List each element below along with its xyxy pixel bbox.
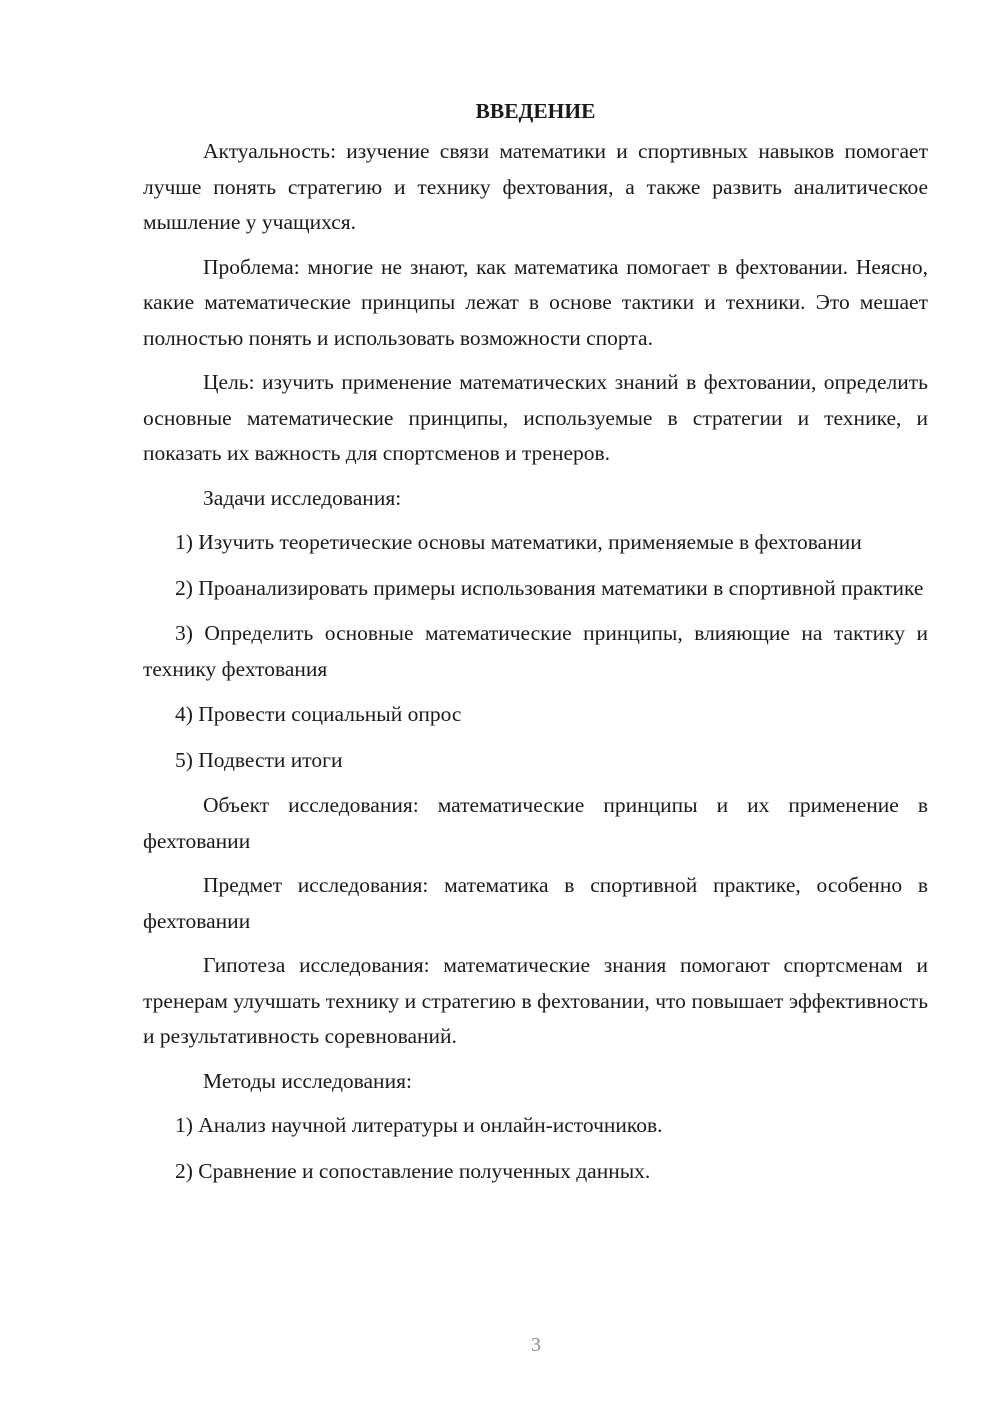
task-item-5: 5) Подвести итоги xyxy=(175,747,343,772)
task-item-3: 3) Определить основные математические принципы, влияющие на тактику и технику фехтования xyxy=(143,621,928,681)
relevance-paragraph: Актуальность: изучение связи математики и спортивных навыков помогает лучше понять стратегию и технику фехтования, а также развить аналитическое мышление у учащихся. xyxy=(143,139,928,234)
methods-heading: Методы исследования: xyxy=(203,1068,412,1093)
page-title: ВВЕДЕНИЕ xyxy=(475,99,596,123)
subject-paragraph: Предмет исследования: математика в спортивной практике, особенно в фехтовании xyxy=(143,873,928,933)
hypothesis-paragraph: Гипотеза исследования: математические знания помогают спортсменам и тренерам улучшать технику и стратегию в фехтовании, что повышает эффективность и результативность соревнований. xyxy=(143,953,928,1048)
page-number: 3 xyxy=(531,1334,541,1356)
method-item-1: 1) Анализ научной литературы и онлайн-источников. xyxy=(175,1113,663,1137)
task-item-1: 1) Изучить теоретические основы математики, применяемые в фехтовании xyxy=(175,530,862,554)
task-item-4: 4) Провести социальный опрос xyxy=(175,702,462,726)
task-item-2: 2) Проанализировать примеры использования математики в спортивной практике xyxy=(175,575,924,600)
page-content xyxy=(143,96,928,1199)
goal-paragraph: Цель: изучить применение математических знаний в фехтовании, определить основные математические принципы, используемые в стратегии и технике, и показать их важность для спортсменов и тренеров. xyxy=(143,370,928,465)
method-item-2: 2) Сравнение и сопоставление полученных данных. xyxy=(175,1158,651,1183)
object-paragraph: Объект исследования: математические принципы и их применение в фехтовании xyxy=(143,793,928,853)
problem-paragraph: Проблема: многие не знают, как математика помогает в фехтовании. Неясно, какие математические принципы лежат в основе тактики и техники. Это мешает полностью понять и использовать возможности спорта. xyxy=(143,254,928,350)
tasks-heading: Задачи исследования: xyxy=(203,485,402,510)
